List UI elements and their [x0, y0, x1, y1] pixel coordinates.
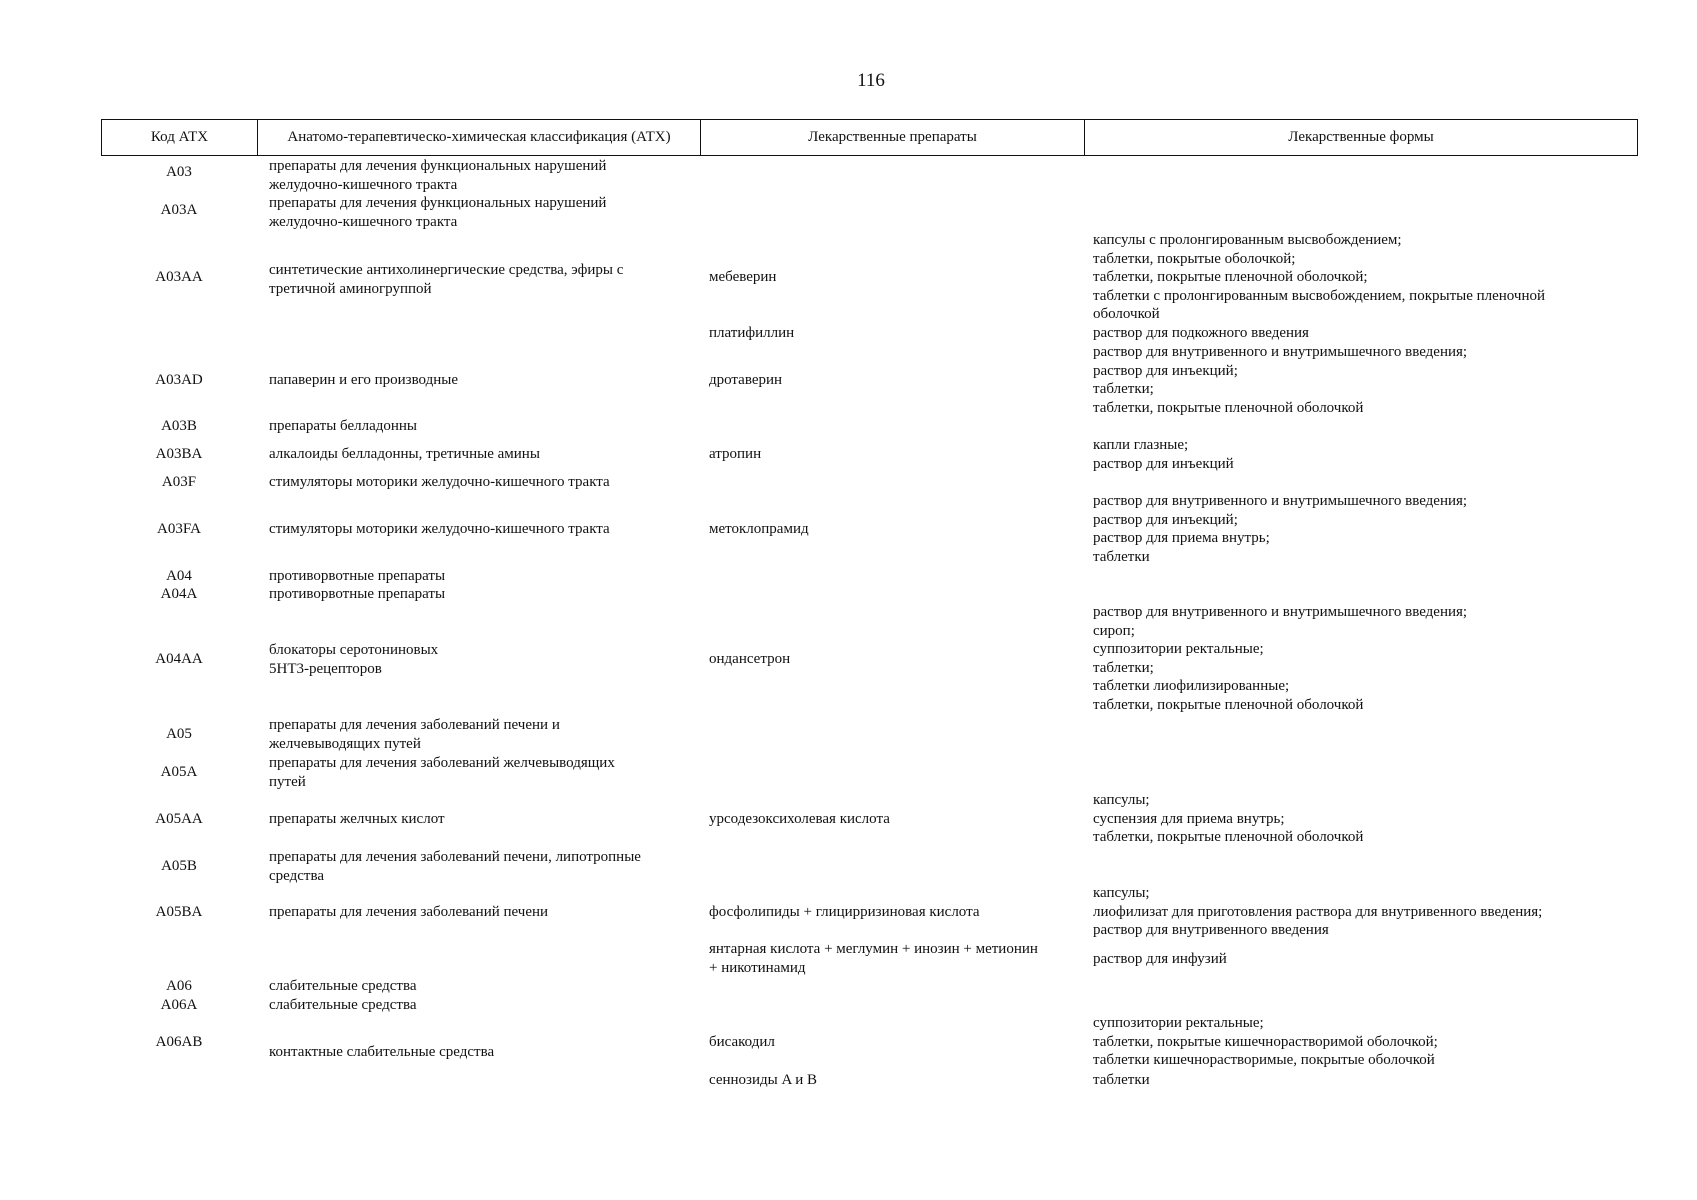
atc-classification-line: желудочно-кишечного тракта [269, 213, 458, 230]
dosage-forms [1093, 950, 1227, 969]
dosage-forms-line: таблетки, покрытые пленочной оболочкой [1093, 399, 1364, 416]
atc-code: A05BA [155, 904, 203, 920]
drug-name-line: + никотинамид [709, 959, 806, 976]
dosage-forms [1093, 1071, 1150, 1090]
atc-classification [269, 716, 560, 753]
atc-classification-line: синтетические антихолинергические средства, эфиры с [269, 262, 624, 278]
dosage-forms-line: таблетки [1093, 1072, 1150, 1088]
atc-code: A03AA [155, 269, 203, 285]
dosage-forms [1093, 884, 1542, 940]
atc-code: A06A [160, 997, 198, 1013]
atc-classification-line: папаверин и его производные [269, 372, 459, 388]
atc-code: A04 [166, 568, 192, 584]
drug-name [709, 650, 790, 669]
dosage-forms-line: капсулы с пролонгированным высвобождением; [1093, 232, 1402, 248]
drug-name-line: дротаверин [709, 372, 783, 388]
atc-classification [269, 810, 445, 829]
dosage-forms-line: суппозитории ректальные; [1093, 1015, 1264, 1031]
atc-classification-line: третичной аминогруппой [269, 280, 432, 297]
drug-name [709, 1071, 817, 1090]
atc-classification-line: стимуляторы моторики желудочно-кишечного тракта [269, 521, 610, 537]
drug-name [709, 520, 809, 539]
dosage-forms-line: раствор для инъекций; [1093, 511, 1238, 528]
dosage-forms-line: раствор для внутривенного и внутримышечного введения; [1093, 344, 1468, 360]
header-classification: Анатомо-терапевтическо-химическая классификация (АТХ) [258, 120, 701, 155]
drug-name [709, 903, 980, 922]
atc-classification [269, 194, 606, 231]
drug-name [709, 324, 794, 343]
drug-name-line: фосфолипиды + глицирризиновая кислота [709, 904, 980, 920]
atc-classification-line: препараты для лечения заболеваний желчевыводящих [269, 755, 615, 771]
atc-classification [269, 996, 417, 1015]
atc-classification-line: препараты белладонны [269, 418, 418, 434]
dosage-forms-line: сироп; [1093, 622, 1135, 639]
atc-classification-line: средства [269, 867, 325, 884]
drug-name [709, 268, 776, 287]
dosage-forms-line: капли глазные; [1093, 437, 1189, 453]
atc-classification [269, 848, 641, 885]
atc-classification-line: противорвотные препараты [269, 568, 446, 584]
atc-classification [269, 261, 623, 298]
atc-classification-line: стимуляторы моторики желудочно-кишечного тракта [269, 474, 610, 490]
dosage-forms-line: таблетки [1093, 548, 1150, 565]
drug-name-line: платифиллин [709, 325, 795, 341]
atc-code: A04A [160, 586, 198, 602]
dosage-forms [1093, 231, 1545, 324]
drug-name-line: ондансетрон [709, 651, 791, 667]
dosage-forms-line: таблетки; [1093, 659, 1154, 676]
dosage-forms-line: капсулы; [1093, 885, 1150, 901]
dosage-forms-line: таблетки, покрытые пленочной оболочкой; [1093, 269, 1368, 285]
atc-classification [269, 157, 606, 194]
dosage-forms-line: раствор для внутривенного введения [1093, 922, 1329, 938]
dosage-forms-line: таблетки, покрытые оболочкой; [1093, 250, 1296, 267]
dosage-forms-line: таблетки, покрытые кишечнорастворимой оболочкой; [1093, 1033, 1438, 1050]
drug-name-line: мебеверин [709, 269, 777, 285]
dosage-forms-line: таблетки; [1093, 381, 1154, 397]
atc-code: A06AB [155, 1034, 203, 1050]
atc-classification-line: препараты для лечения заболеваний печени и [269, 717, 560, 733]
atc-classification-line: слабительные средства [269, 978, 417, 994]
drug-name [709, 810, 890, 829]
dosage-forms [1093, 1014, 1438, 1070]
atc-classification-line: противорвотные препараты [269, 586, 446, 602]
atc-code: A03A [160, 202, 198, 218]
drug-name [709, 940, 1038, 977]
dosage-forms [1093, 791, 1363, 847]
atc-code: A03BA [155, 446, 203, 462]
drug-name-line: янтарная кислота + меглумин + инозин + метионин [709, 941, 1038, 957]
atc-code: A06 [166, 978, 192, 994]
atc-classification [269, 445, 540, 464]
drug-name-line: атропин [709, 446, 762, 462]
page-number: 116 [857, 70, 885, 91]
header-code: Код АТХ [102, 120, 258, 155]
drug-name-line: сеннозиды A и B [709, 1072, 818, 1088]
atc-classification [269, 371, 458, 390]
atc-classification-line: желчевыводящих путей [269, 735, 421, 752]
dosage-forms-line: лиофилизат для приготовления раствора для внутривенного введения; [1093, 903, 1543, 920]
atc-classification-line: препараты для лечения заболеваний печени, липотропные [269, 849, 641, 865]
dosage-forms-line: таблетки с пролонгированным высвобождением, покрытые пленочной [1093, 287, 1546, 304]
atc-code: A04AA [155, 651, 203, 667]
atc-classification-line: желудочно-кишечного тракта [269, 176, 458, 193]
dosage-forms-line: таблетки кишечнорастворимые, покрытые оболочкой [1093, 1052, 1435, 1068]
drug-name-line: бисакодил [709, 1034, 775, 1050]
table-header [101, 119, 1638, 156]
dosage-forms-line: суспензия для приема внутрь; [1093, 810, 1285, 827]
dosage-forms [1093, 343, 1467, 417]
atc-classification-line: блокаторы серотониновых [269, 642, 439, 658]
atc-classification [269, 567, 445, 586]
atc-classification-line: слабительные средства [269, 997, 417, 1013]
dosage-forms-line: суппозитории ректальные; [1093, 641, 1264, 657]
dosage-forms-line: раствор для инфузий [1093, 951, 1227, 967]
atc-classification-line: препараты для лечения функциональных нарушений [269, 195, 607, 211]
dosage-forms-line: раствор для инъекций; [1093, 362, 1238, 379]
atc-classification [269, 473, 610, 492]
atc-classification-line: 5HT3-рецепторов [269, 660, 382, 677]
dosage-forms-line: раствор для внутривенного и внутримышечного введения; [1093, 604, 1468, 620]
atc-classification [269, 520, 610, 539]
atc-classification [269, 585, 445, 604]
atc-classification [269, 977, 417, 996]
atc-classification [269, 903, 548, 922]
atc-code: A03B [161, 418, 197, 434]
header-drugs: Лекарственные препараты [701, 120, 1085, 155]
atc-classification [269, 641, 438, 678]
atc-classification-line: препараты желчных кислот [269, 811, 445, 827]
dosage-forms-line: капсулы; [1093, 792, 1150, 808]
atc-classification [269, 754, 615, 791]
dosage-forms-line: раствор для инъекций [1093, 455, 1234, 472]
atc-classification-line: алкалоиды белладонны, третичные амины [269, 446, 540, 462]
dosage-forms-line: таблетки, покрытые пленочной оболочкой [1093, 696, 1364, 713]
atc-code: A05B [161, 858, 197, 874]
dosage-forms-line: таблетки лиофилизированные; [1093, 678, 1290, 694]
dosage-forms [1093, 603, 1467, 714]
atc-code: A03AD [155, 372, 203, 388]
atc-classification-line: контактные слабительные средства [269, 1044, 495, 1060]
atc-classification [269, 1043, 494, 1062]
dosage-forms [1093, 492, 1467, 566]
drug-name-line: урсодезоксихолевая кислота [709, 811, 890, 827]
dosage-forms-line: оболочкой [1093, 306, 1160, 322]
dosage-forms-line: раствор для внутривенного и внутримышечного введения; [1093, 493, 1468, 509]
atc-classification [269, 417, 417, 436]
atc-code: A03FA [157, 521, 201, 537]
drug-name-line: метоклопрамид [709, 521, 809, 537]
atc-code: A03F [161, 474, 197, 490]
atc-code: A03 [166, 164, 192, 180]
dosage-forms-line: таблетки, покрытые пленочной оболочкой [1093, 829, 1364, 845]
header-forms: Лекарственные формы [1288, 129, 1434, 146]
atc-code: A05 [166, 726, 192, 742]
dosage-forms [1093, 436, 1234, 473]
atc-classification-line: препараты для лечения функциональных нарушений [269, 158, 607, 174]
atc-code: A05A [160, 764, 198, 780]
drug-name [709, 371, 782, 390]
dosage-forms-line: раствор для подкожного введения [1093, 325, 1309, 341]
dosage-forms [1093, 324, 1309, 343]
atc-classification-line: путей [269, 773, 306, 790]
atc-code: A05AA [155, 811, 203, 827]
atc-classification-line: препараты для лечения заболеваний печени [269, 904, 549, 920]
drug-name [709, 1033, 775, 1052]
drug-name [709, 445, 761, 464]
dosage-forms-line: раствор для приема внутрь; [1093, 530, 1270, 546]
